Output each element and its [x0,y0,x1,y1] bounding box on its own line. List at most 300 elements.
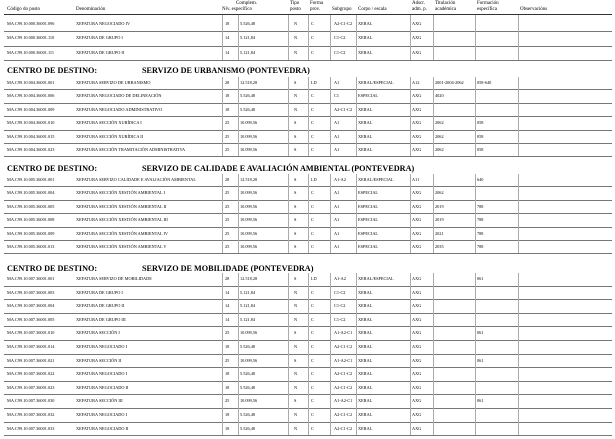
row-corpo: XERAL [358,316,373,322]
row-formacion: 788 [477,244,484,249]
row-tipo: N [294,371,298,377]
row-adscripcion: A11 [412,177,420,182]
row-adscripcion: A12 [412,80,420,85]
header-titulacion-1: Titulación [435,1,456,6]
row-corpo: XERAL/ESPECIAL [358,80,394,85]
row-denominacion: XEFATURA SERVIZO DE URBANISMO [76,80,151,85]
row-complemento: 10.099,56 [240,217,258,223]
row-tipo: S [294,276,297,281]
section-label: CENTRO DE DESTINO: [7,66,98,75]
row-tipo: N [294,412,298,417]
row-code: MA.C99.10.005.36001.013 [7,244,55,249]
row-code: MA.C99.10.004.36001.023 [7,147,55,152]
row-forma: C [311,344,314,349]
row-formacion: 640 [477,177,484,182]
row-corpo: XERAL [358,330,373,336]
row-tipo: N [294,344,298,349]
row-corpo: ESPECIAL [358,203,379,209]
row-complemento: 10.099,56 [240,398,258,404]
row-subgrupo: A2-C1-C2 [334,344,353,349]
row-denominacion: XEFATURA SECCIÓN XURÍDICA I [76,120,142,126]
row-adscripcion: AXG [412,276,422,281]
row-complemento: 10.099,56 [240,357,258,363]
row-subgrupo: A1 [334,190,340,196]
row-corpo: XERAL [358,120,373,126]
column-divider [308,273,309,435]
row-tipo: N [294,106,298,112]
row-adscripcion: AXG [412,303,422,309]
row-subgrupo: A1-A2-C1 [334,398,353,404]
row-nivel: 18 [225,425,230,431]
row-denominacion: XEFATURA NEGOCIADO I [76,344,128,349]
column-divider [288,273,289,435]
row-corpo: XERAL [358,303,373,309]
row-subgrupo: A1 [334,80,340,85]
row-tipo: N [294,316,298,322]
row-subgrupo: A1-A2-C1 [334,330,353,336]
row-corpo: XERAL [358,133,373,139]
column-divider [222,174,223,253]
row-code: MA.C99.10.004.36001.009 [7,106,55,112]
section-title: SERVIZO DE MOBILIDADE (PONTEVEDRA) [142,264,314,273]
row-adscripcion: AXG [412,106,422,112]
row-complemento: 5.526,48 [240,344,256,349]
row-complemento: 10.099,56 [240,330,258,336]
row-adscripcion: AXG [412,289,422,295]
row-adscripcion: AXG [412,49,422,55]
row-forma: C [311,412,314,417]
row-denominacion: XEFATURA SECCIÓN I [76,330,120,336]
row-tipo: S [294,398,297,404]
row-subgrupo: A1-A2 [334,177,346,182]
row-subgrupo: C1-C2 [334,49,346,55]
row-forma: C [311,133,314,139]
row-code: MA.C99.10.007.36001.030 [7,398,55,404]
row-denominacion: XEFATURA SECCIÓN XURÍDICA II [76,133,144,139]
row-corpo: XERAL [358,49,373,55]
row-denominacion: XEFATURA SECCIÓN III [76,398,123,404]
row-divider [4,60,612,61]
row-corpo: XERAL [358,371,373,377]
column-divider [238,174,239,253]
row-forma: C [311,49,314,55]
row-complemento: 5.121,84 [240,49,256,55]
row-forma: C [311,230,314,236]
row-nivel: 28 [225,177,230,182]
header-codigo: Código do posto [7,7,41,12]
row-titulacion: 4020 [435,93,444,99]
column-divider [475,273,476,435]
row-denominacion: XEFATURA NEGOCIADO I [76,412,128,417]
row-corpo: XERAL/ESPECIAL [358,177,394,182]
row-subgrupo: A2-C1-C2 [334,412,353,417]
column-divider [356,174,357,253]
column-divider [433,174,434,253]
row-tipo: S [294,80,297,85]
row-denominacion: XEFATURA NEGOCIADO ADMINISTRATIVO [76,106,163,112]
row-formacion: 788 [477,217,484,223]
row-corpo: XERAL [358,344,373,349]
row-code: MA.C99.10.005.36001.008 [7,217,55,223]
row-subgrupo: A2-C1-C2 [334,384,353,390]
row-subgrupo: A2-C1-C2 [334,21,353,26]
row-corpo: XERAL [358,398,373,404]
header-adscr-2: adm. p. [412,7,427,12]
row-adscripcion: AXG [412,35,422,41]
row-titulacion: 2035 [435,244,444,249]
row-tipo: S [294,230,297,236]
row-denominacion: XEFATURA DE GRUPO II [76,303,125,309]
row-forma: C [311,120,314,126]
row-tipo: N [294,425,298,431]
row-complemento: 12.518,28 [240,177,258,182]
row-code: MA.C99.10.005.36001.001 [7,177,55,182]
row-subgrupo: A1 [334,217,340,223]
column-divider [330,77,331,156]
column-divider [308,15,309,60]
row-denominacion: XEFATURA SECCIÓN XESTIÓN AMBIENTAL II [76,203,167,209]
row-subgrupo: C1-C2 [334,289,346,295]
column-divider [288,174,289,253]
row-code: MA.C99.10.007.36001.010 [7,330,55,336]
header-complem-2: Nív. específico [222,7,252,12]
row-adscripcion: AXG [412,21,422,26]
column-divider [410,273,411,435]
row-corpo: XERAL [358,425,373,431]
row-subgrupo: A1 [334,147,340,152]
row-denominacion: XEFATURA NEGOCIADO II [76,384,129,390]
section-label: CENTRO DE DESTINO: [7,164,98,173]
row-corpo: XERAL [358,412,373,417]
section-title: SERVIZO DE URBANISMO (PONTEVEDRA) [142,66,310,75]
row-nivel: 18 [225,344,230,349]
row-code: MA.C99.10.007.36001.033 [7,425,55,431]
row-complemento: 5.526,48 [240,93,256,99]
row-denominacion: XEFATURA DE GRUPO II [76,49,125,55]
row-adscripcion: AXG [412,425,422,431]
row-forma: C [311,289,314,295]
row-denominacion: XEFATURA SECCIÓN II [76,357,122,363]
row-nivel: 14 [225,316,230,322]
row-code: MA.C99.10.004.36001.010 [7,120,55,126]
row-subgrupo: A1 [334,244,340,249]
row-denominacion: XEFATURA NEGOCIADO IV [76,21,131,26]
row-titulacion: 2062 [435,120,444,126]
row-code: MA.C99.10.000.36001.110 [7,35,55,41]
row-formacion: 061 [477,330,484,336]
row-nivel: 25 [225,244,230,249]
row-forma: C [311,316,314,322]
row-forma: C [311,147,314,152]
row-forma: LD [311,276,317,281]
row-corpo: XERAL [358,147,373,152]
row-subgrupo: C1-C2 [334,303,346,309]
row-adscripcion: AXG [412,133,422,139]
row-adscripcion: AXG [412,203,422,209]
row-complemento: 5.526,48 [240,384,256,390]
row-nivel: 25 [225,120,230,126]
row-code: MA.C99.10.004.36001.015 [7,133,55,139]
row-corpo: ESPECIAL [358,190,379,196]
row-complemento: 10.099,56 [240,190,258,196]
column-divider [288,15,289,60]
column-divider [330,15,331,60]
row-nivel: 25 [225,133,230,139]
row-tipo: N [294,303,298,309]
row-corpo: ESPECIAL [358,244,379,249]
row-denominacion: XEFATURA SECCIÓN XESTIÓN AMBIENTAL V [76,244,167,249]
row-denominacion: XEFATURA SECCIÓN XESTIÓN AMBIENTAL I [76,190,165,196]
column-divider [518,15,519,60]
row-forma: C [311,303,314,309]
row-nivel: 14 [225,35,230,41]
row-subgrupo: A1-A2 [334,276,346,281]
column-divider [475,77,476,156]
header-denominacion: Denominación [76,7,106,12]
column-divider [330,273,331,435]
column-divider [238,15,239,60]
header-tipo-2: posto [290,7,301,12]
row-nivel: 18 [225,371,230,377]
row-tipo: S [294,244,297,249]
row-corpo: XERAL [358,21,373,26]
column-divider [410,15,411,60]
row-adscripcion: AXG [412,93,422,99]
row-formacion: 788 [477,203,484,209]
row-nivel: 18 [225,384,230,390]
row-denominacion: XEFATURA SECCIÓN TRAMITACIÓN ADMINISTRATIVA [76,147,186,152]
row-forma: C [311,93,314,99]
row-forma: C [311,371,314,377]
column-divider [222,77,223,156]
row-subgrupo: A1 [334,203,340,209]
row-complemento: 12.518,28 [240,276,258,281]
header-tipo-1: Tipo [290,1,300,6]
row-nivel: 28 [225,276,230,281]
row-formacion: 061 [477,398,484,404]
row-complemento: 5.526,48 [240,425,256,431]
row-code: MA.C99.10.000.36001.111 [7,49,55,55]
column-divider [238,273,239,435]
row-forma: C [311,384,314,390]
row-tipo: S [294,120,297,126]
row-adscripcion: AXG [412,330,422,336]
row-forma: C [311,357,314,363]
row-denominacion: XEFATURA SERVIZO DE MOBILIDADE [76,276,152,281]
column-divider [433,273,434,435]
row-tipo: N [294,21,298,26]
row-adscripcion: AXG [412,217,422,223]
column-divider [475,15,476,60]
row-nivel: 25 [225,217,230,223]
row-nivel: 25 [225,190,230,196]
row-adscripcion: AXG [412,147,422,152]
row-adscripcion: AXG [412,357,422,363]
row-nivel: 25 [225,147,230,152]
header-complem-1: Complem. [236,1,257,6]
row-code: MA.C99.10.007.36001.003 [7,289,55,295]
row-code: MA.C99.10.007.36001.001 [7,276,55,281]
row-forma: C [311,190,314,196]
header-corpo: Corpo / escala [358,7,387,12]
row-adscripcion: AXG [412,412,422,417]
row-tipo: S [294,357,297,363]
row-titulacion: 2001-2004-2062 [435,80,464,85]
row-subgrupo: C1 [334,93,340,99]
row-nivel: 28 [225,80,230,85]
row-complemento: 10.099,56 [240,244,258,249]
row-denominacion: XEFATURA SECCIÓN XESTIÓN AMBIENTAL III [76,217,168,223]
row-complemento: 10.099,56 [240,147,258,152]
row-adscripcion: AXG [412,344,422,349]
column-divider [222,15,223,60]
row-nivel: 18 [225,412,230,417]
column-divider [410,77,411,156]
header-adscr-1: Adscr. [412,1,425,6]
column-divider [288,77,289,156]
header-subgrupo: Subgrupo [332,7,352,12]
row-formacion: 058 [477,120,484,126]
row-titulacion: 2062 [435,147,444,152]
row-divider [4,253,612,254]
row-code: MA.C99.10.005.36001.004 [7,190,55,196]
column-divider [410,174,411,253]
header-forma-1: Forma [310,1,324,6]
row-forma: C [311,106,314,112]
row-denominacion: XEFATURA NEGOCIADO I [76,371,128,377]
row-titulacion: 2019 [435,217,444,223]
row-corpo: XERAL [358,35,373,41]
row-corpo: ESPECIAL [358,93,379,99]
row-code: MA.C99.10.007.36001.023 [7,384,55,390]
header-forma-2: prov. [310,7,321,12]
row-forma: LD [311,177,317,182]
row-titulacion: 2019 [435,203,444,209]
row-tipo: N [294,289,298,295]
row-code: MA.C99.10.000.36001.096 [7,21,55,26]
header-titulacion-2: académica [435,7,457,12]
row-complemento: 12.518,28 [240,80,258,85]
header-observacions: Observacións [520,7,548,12]
row-forma: C [311,35,314,41]
row-forma: C [311,398,314,404]
row-complemento: 5.121,84 [240,316,256,322]
row-nivel: 25 [225,330,230,336]
row-complemento: 10.099,56 [240,230,258,236]
row-complemento: 5.121,84 [240,303,256,309]
row-adscripcion: AXG [412,398,422,404]
column-divider [308,77,309,156]
row-denominacion: XEFATURA NEGOCIADO DE DELINEACIÓN [76,93,162,99]
column-divider [433,77,434,156]
row-adscripcion: AXG [412,190,422,196]
row-complemento: 5.121,84 [240,289,256,295]
row-subgrupo: A2-C1-C2 [334,425,353,431]
row-corpo: XERAL [358,289,373,295]
row-denominacion: XEFATURA SERVIZO CALIDADE E AVALIACIÓN AMBIENTAL [76,177,196,182]
row-nivel: 25 [225,357,230,363]
row-tipo: N [294,93,298,99]
row-formacion: 061 [477,276,484,281]
header-formacion-1: Formación [477,1,499,6]
row-forma: LD [311,80,317,85]
row-complemento: 5.526,48 [240,106,256,112]
row-tipo: N [294,49,298,55]
header-formacion-2: específica [477,7,497,12]
row-subgrupo: A1-A2-C1 [334,357,353,363]
row-code: MA.C99.10.007.36001.032 [7,412,55,417]
row-subgrupo: A1 [334,120,340,126]
row-forma: C [311,203,314,209]
row-tipo: S [294,147,297,152]
column-divider [356,77,357,156]
row-tipo: S [294,203,297,209]
row-adscripcion: AXG [412,316,422,322]
row-complemento: 5.526,48 [240,21,256,26]
row-tipo: S [294,177,297,182]
column-divider [238,77,239,156]
row-subgrupo: C1-C2 [334,316,346,322]
row-code: MA.C99.10.007.36001.004 [7,303,55,309]
row-code: MA.C99.10.005.36001.009 [7,230,55,236]
column-divider [356,273,357,435]
column-divider [518,273,519,435]
row-tipo: S [294,217,297,223]
row-nivel: 25 [225,203,230,209]
row-corpo: XERAL [358,384,373,390]
row-complemento: 10.099,56 [240,203,258,209]
row-forma: C [311,244,314,249]
column-divider [518,174,519,253]
row-subgrupo: A1 [334,230,340,236]
row-divider [4,156,612,157]
row-nivel: 14 [225,289,230,295]
row-code: MA.C99.10.007.36001.005 [7,316,55,322]
row-denominacion: XEFATURA SECCIÓN XESTIÓN AMBIENTAL IV [76,230,169,236]
row-tipo: N [294,384,298,390]
row-tipo: S [294,133,297,139]
row-forma: C [311,217,314,223]
column-divider [222,273,223,435]
row-tipo: N [294,35,298,41]
column-divider [518,77,519,156]
row-denominacion: XEFATURA DE GRUPO III [76,316,126,322]
row-code: MA.C99.10.007.36001.014 [7,344,55,349]
row-adscripcion: AXG [412,244,422,249]
row-subgrupo: A2-C1-C2 [334,106,353,112]
row-formacion: 788 [477,230,484,236]
row-nivel: 14 [225,303,230,309]
row-corpo: ESPECIAL [358,230,379,236]
row-nivel: 18 [225,106,230,112]
column-divider [356,15,357,60]
row-subgrupo: A2-C1-C2 [334,371,353,377]
row-nivel: 18 [225,93,230,99]
row-denominacion: XEFATURA DE GRUPO I [76,289,123,295]
row-forma: C [311,21,314,26]
row-nivel: 25 [225,230,230,236]
row-code: MA.C99.10.007.36001.021 [7,357,55,363]
column-divider [308,174,309,253]
row-complemento: 5.526,48 [240,412,256,417]
column-divider [475,174,476,253]
row-nivel: 25 [225,398,230,404]
row-complemento: 5.121,84 [240,35,256,41]
row-tipo: S [294,190,297,196]
row-forma: C [311,330,314,336]
row-adscripcion: AXG [412,371,422,377]
row-formacion: 058 [477,147,484,152]
